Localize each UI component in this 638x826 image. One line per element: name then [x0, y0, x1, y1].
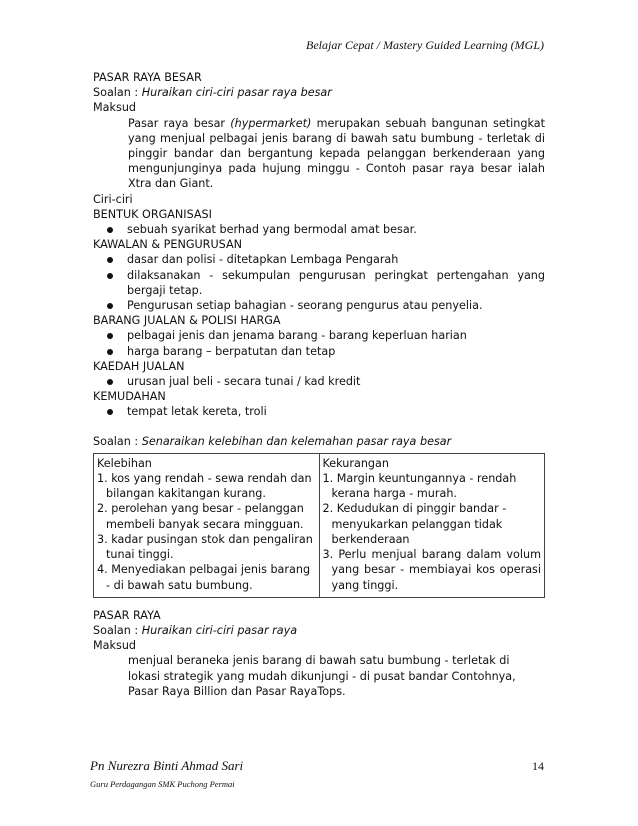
section-title: PASAR RAYA: [93, 608, 161, 622]
bullet-icon: [107, 303, 113, 309]
comparison-table: [93, 453, 545, 598]
subheading: KAEDAH JUALAN: [93, 359, 185, 373]
subheading: BARANG JUALAN & POLISI HARGA: [93, 314, 281, 328]
question-line: [93, 623, 545, 638]
page-header: Belajar Cepat / Mastery Guided Learning (MGL): [306, 38, 544, 52]
question-prefix: Soalan :: [93, 434, 142, 448]
list-item: [93, 374, 545, 389]
bullet-icon: [107, 409, 113, 415]
definition-text-a: Pasar raya besar: [128, 116, 231, 130]
maksud-label: Maksud: [93, 101, 137, 115]
footer-author: Pn Nurezra Binti Ahmad Sari: [90, 758, 244, 773]
bullet-icon: [107, 273, 113, 279]
page-number: 14: [532, 759, 544, 773]
question-prefix: Soalan :: [93, 86, 142, 100]
maksud-label: Maksud: [93, 639, 137, 653]
question-line: [93, 434, 545, 449]
bullet-list: [93, 252, 545, 313]
list-item: [93, 404, 545, 419]
question-line: [93, 85, 545, 100]
definition-text-b: merupakan sebuah bangunan setingkat yang menjual pelbagai jenis barang di bawah satu bumbung - terletak di pinggir bandar dan bergantung kepada pelanggan berkenderaan yang mengunjunginya pada hujung minggu - Contoh pasar raya besar ialah Xtra dan Giant.: [128, 116, 545, 191]
bullet-icon: [107, 227, 113, 233]
question-text: Senaraikan kelebihan dan kelemahan pasar raya besar: [141, 434, 452, 448]
item-text: Pengurusan setiap bahagian - seorang pengurus atau penyelia.: [127, 299, 483, 313]
bullet-list: [93, 404, 545, 419]
table-cell-item: 2. perolehan yang besar - pelanggan membeli banyak secara mingguan.: [97, 502, 304, 531]
bullet-icon: [107, 333, 113, 339]
item-text: dasar dan polisi - ditetapkan Lembaga Pengarah: [127, 253, 399, 267]
item-text: tempat letak kereta, troli: [127, 405, 267, 419]
bullet-icon: [107, 379, 113, 385]
question-prefix: Soalan :: [93, 623, 142, 637]
kekurangan-column: [319, 453, 545, 597]
table-cell-item: 2. Kedudukan di pinggir bandar - menyukarkan pelanggan tidak berkenderaan: [322, 502, 507, 546]
item-text: harga barang – berpatutan dan tetap: [127, 344, 336, 358]
footer-subtitle: Guru Perdagangan SMK Puchong Permai: [90, 779, 235, 789]
bullet-icon: [107, 349, 113, 355]
item-text: sebuah syarikat berhad yang bermodal amat besar.: [127, 223, 417, 237]
definition-term: (hypermarket): [230, 116, 312, 130]
kelebihan-column: [94, 453, 320, 597]
list-item: [93, 252, 545, 267]
section-title: PASAR RAYA BESAR: [93, 71, 202, 84]
list-item: [93, 222, 545, 237]
document-body: [93, 70, 545, 699]
subheading: KEMUDAHAN: [93, 390, 166, 404]
table-cell-item: 3. kadar pusingan stok dan pengaliran tunai tinggi.: [97, 532, 313, 562]
bullet-list: [93, 328, 545, 358]
column-header: Kelebihan: [97, 456, 152, 470]
definition-paragraph: menjual beraneka jenis barang di bawah satu bumbung - terletak di lokasi strategik yang mudah dikunjungi - di pusat bandar Contohnya, Pasar Raya Billion dan Pasar RayaTops.: [128, 654, 516, 698]
bullet-list: [93, 222, 545, 237]
bullet-list: [93, 374, 545, 389]
subheading: BENTUK ORGANISASI: [93, 207, 212, 221]
definition-paragraph: [93, 116, 545, 192]
column-header: Kekurangan: [322, 456, 389, 470]
list-item: [93, 344, 545, 359]
ciri-label: Ciri-ciri: [93, 192, 133, 206]
item-text: pelbagai jenis dan jenama barang - barang keperluan harian: [127, 329, 467, 343]
table-cell-item: 1. kos yang rendah - sewa rendah dan bilangan kakitangan kurang.: [97, 472, 312, 501]
item-text: dilaksanakan - sekumpulan pengurusan peringkat pertengahan yang bergaji tetap.: [127, 268, 545, 297]
subheading: KAWALAN & PENGURUSAN: [93, 238, 242, 252]
list-item: [93, 298, 545, 313]
item-text: urusan jual beli - secara tunai / kad kredit: [127, 375, 361, 389]
table-cell-item: 3. Perlu menjual barang dalam volum yang besar - membiayai kos operasi yang tinggi.: [322, 548, 541, 592]
list-item: [93, 328, 545, 343]
list-item: [93, 268, 545, 298]
table-cell-item: 1. Margin keuntungannya - rendah kerana harga - murah.: [322, 472, 517, 501]
table-cell-item: 4. Menyediakan pelbagai jenis barang - di bawah satu bumbung.: [97, 563, 311, 592]
question-text: Huraikan ciri-ciri pasar raya besar: [141, 86, 332, 100]
bullet-icon: [107, 257, 113, 263]
question-text: Huraikan ciri-ciri pasar raya: [141, 623, 298, 637]
